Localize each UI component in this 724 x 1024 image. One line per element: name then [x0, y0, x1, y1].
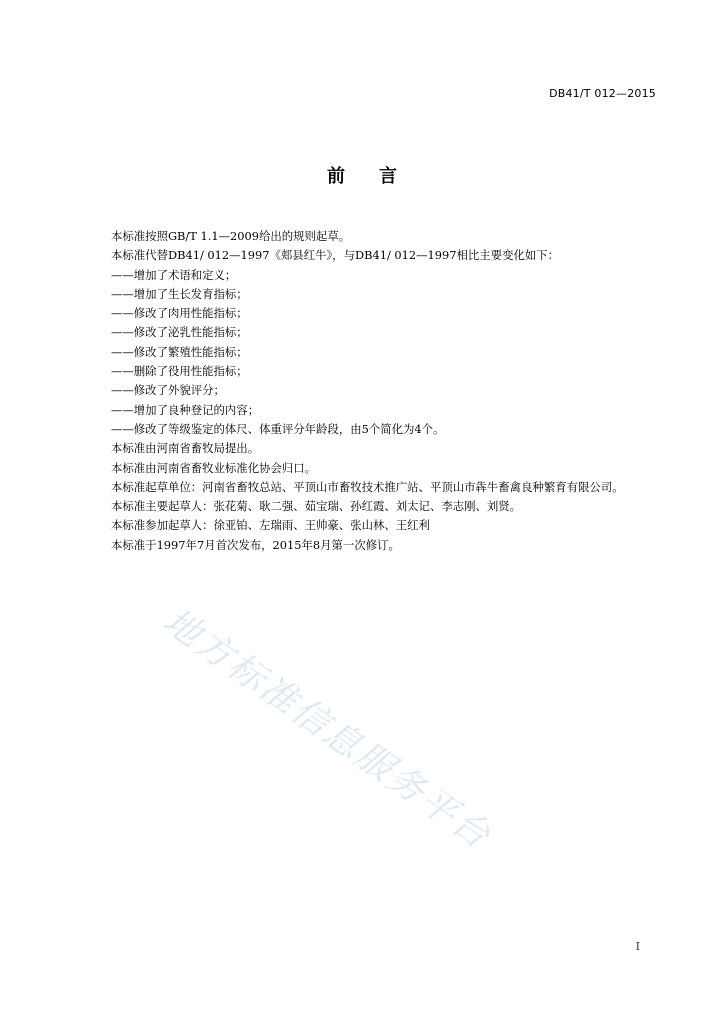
watermark: 地方标准信息服务平台: [155, 600, 499, 858]
page-title: [0, 162, 724, 188]
change-item: ——修改了外貌评分；: [111, 383, 225, 398]
change-item: ——增加了生长发育指标；: [111, 286, 248, 301]
title-char-2: 言: [379, 166, 397, 187]
paragraph-proposed-by: 本标准由河南省畜牧局提出。: [111, 441, 260, 456]
change-item: ——修改了繁殖性能指标；: [111, 344, 248, 359]
change-item: ——删除了役用性能指标；: [111, 364, 248, 379]
paragraph-replaces: 本标准代替DB41/ 012—1997《郏县红牛》，与DB41/ 012—1997相比主要变化如下：: [111, 248, 560, 263]
foreword-body: [88, 227, 660, 555]
document-code: DB41/T 012—2015: [549, 87, 656, 100]
title-char-1: 前: [327, 166, 345, 187]
paragraph-participating-drafters: 本标准参加起草人：徐亚铂、左瑞雨、王帅豪、张山林、王红利: [111, 518, 430, 533]
paragraph-main-drafters: 本标准主要起草人：张花菊、耿二强、茹宝瑞、孙红霞、刘太记、李志刚、刘贤。: [111, 499, 522, 514]
change-item: ——修改了等级鉴定的体尺、体重评分年龄段，由5个简化为4个。: [111, 421, 445, 436]
change-item: ——增加了良种登记的内容；: [111, 402, 260, 417]
paragraph-drafting-units: 本标准起草单位：河南省畜牧总站、平顶山市畜牧技术推广站、平顶山市犇牛畜禽良种繁育有限公司。: [111, 479, 624, 494]
change-item: ——修改了泌乳性能指标；: [111, 325, 248, 340]
page-number: I: [635, 940, 640, 953]
paragraph-centralized-by: 本标准由河南省畜牧业标准化协会归口。: [111, 460, 317, 475]
change-item: ——增加了术语和定义；: [111, 267, 237, 282]
paragraph-drafting-rules: 本标准按照GB/T 1.1—2009给出的规则起草。: [111, 229, 351, 243]
change-item: ——修改了肉用性能指标；: [111, 306, 248, 321]
paragraph-release-history: 本标准于1997年7月首次发布，2015年8月第一次修订。: [111, 537, 400, 552]
